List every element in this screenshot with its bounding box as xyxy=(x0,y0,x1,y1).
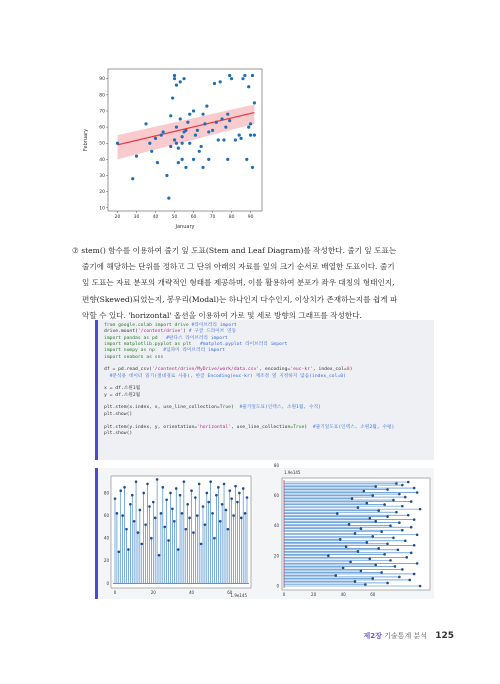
data-point xyxy=(173,138,176,141)
data-point xyxy=(219,80,222,83)
stem2-marker xyxy=(357,550,360,553)
data-point xyxy=(162,130,165,133)
stem2-marker xyxy=(351,497,354,500)
stem2-marker xyxy=(374,520,377,523)
stem1-marker xyxy=(154,517,157,520)
data-point xyxy=(230,77,233,80)
stem1-y-tick-label: 80 xyxy=(103,490,109,496)
y-tick-label: 70 xyxy=(99,109,105,115)
stem1-marker xyxy=(175,487,178,490)
stem2-marker xyxy=(392,499,395,502)
stem1-y-tick-label: 0 xyxy=(106,580,109,586)
stem1-marker xyxy=(121,514,124,517)
stem1-marker xyxy=(137,531,140,534)
stem2-marker xyxy=(410,500,413,503)
data-point xyxy=(192,158,195,161)
x-tick-label: 40 xyxy=(152,215,159,220)
stem1-marker xyxy=(211,512,214,515)
data-point xyxy=(131,177,134,180)
stem1-marker xyxy=(127,548,130,551)
stem1-marker xyxy=(119,489,122,492)
data-point xyxy=(200,145,203,148)
stem1-y-tick-label: 60 xyxy=(103,512,109,518)
stem1-marker xyxy=(163,526,166,529)
stem1-marker xyxy=(221,503,224,506)
stem2-marker xyxy=(357,506,360,509)
y-tick-label: 80 xyxy=(99,93,105,99)
stem2-marker xyxy=(380,571,383,574)
stem2-marker xyxy=(394,565,397,568)
data-point xyxy=(201,166,204,169)
data-point xyxy=(175,84,178,87)
stem2-marker xyxy=(413,544,416,547)
horizontal-stem-plot xyxy=(262,462,434,600)
data-point xyxy=(228,119,231,122)
data-point xyxy=(224,125,227,128)
stem2-marker xyxy=(366,502,369,505)
data-point xyxy=(188,142,191,145)
stem2-marker xyxy=(386,582,389,585)
stem1-marker xyxy=(223,483,226,486)
data-point xyxy=(179,80,182,83)
stem1-x-tick-label: 20 xyxy=(150,590,156,595)
stem2-marker xyxy=(408,579,411,582)
data-point xyxy=(222,138,225,141)
data-point xyxy=(253,101,256,104)
data-point xyxy=(251,166,254,169)
stem2-marker xyxy=(395,482,398,485)
data-point xyxy=(213,82,216,85)
stem2-marker xyxy=(360,527,363,530)
stem1-marker xyxy=(116,512,119,515)
x-tick-label: 60 xyxy=(190,215,197,220)
stem1-x-tick-label: 60 xyxy=(227,590,233,595)
stem2-marker xyxy=(410,526,413,529)
stem2-marker xyxy=(401,484,404,487)
stem2-marker xyxy=(389,524,392,527)
stem2-marker xyxy=(348,523,351,526)
stem1-marker xyxy=(228,489,231,492)
paragraph-line: 잎 도표는 자료 분포의 개략적인 형태를 제공하며, 이를 활용하여 분포가 좌우 대칭의 형태인지, xyxy=(82,278,395,288)
stem2-marker xyxy=(386,515,389,518)
stem1-scale-label: 1.9e145 xyxy=(230,593,247,598)
stem1-marker xyxy=(179,494,182,497)
stem2-marker xyxy=(327,555,330,558)
stem1-marker xyxy=(236,501,239,504)
x-tick-label: 80 xyxy=(228,215,235,220)
data-point xyxy=(226,113,229,116)
stem1-marker xyxy=(183,480,186,483)
stem2-marker xyxy=(380,530,383,533)
stem1-marker xyxy=(123,486,126,489)
data-point xyxy=(184,129,187,132)
data-point xyxy=(196,129,199,132)
stem2-marker xyxy=(405,556,408,559)
stem2-x-tick-label: 0 xyxy=(282,592,286,597)
y-tick-label: 90 xyxy=(99,77,105,83)
stem2-marker xyxy=(397,549,400,552)
stem1-marker xyxy=(186,503,189,506)
data-point xyxy=(177,146,180,149)
stem2-x-tick-label: 40 xyxy=(340,592,346,597)
code-text: from google.colab import drive #라이브러리 import drive.mount('/content/drive') # 구글 드라이브 연동 import pandas as pd #판다스 라이브러리 import import matplotlib.pyplot as plt #matplot.pyplot 라이브러리 import import numpy as np #넘파이 라이브러리 import import seaborn as sns df = pd.read_csv('/content/drive/MyDrive/work/data.csv', encoding='euc-kr', index_col=0) #분석용 데이터 읽기(절대경로 사용), 한글 Encoding(euc-kr) 재조정 열 지정하지 않음(index_col=0) x = df.소원1월 y = df.소원2월 plt.stem(x.index, x, use_line_collection=True) #줄기잎도표(인덱스, 소원1월, 수직) plt.show() plt.stem(y.index, y, orientation='horizontal', use_line_collection=True) #줄기잎도표(인덱스, 소원2월, 수평) plt.show() xyxy=(104,323,395,436)
stem2-marker xyxy=(404,539,407,542)
stem1-marker xyxy=(158,554,161,557)
stem1-marker xyxy=(225,509,228,512)
chapter-title: 기술통계 분석 xyxy=(384,632,427,640)
data-point xyxy=(175,125,178,128)
data-point xyxy=(169,114,172,117)
y-tick-label: 40 xyxy=(99,157,105,163)
stem1-marker xyxy=(232,514,235,517)
code-block xyxy=(95,320,434,460)
stem2-y-tick-label: 20 xyxy=(273,553,279,559)
data-point xyxy=(245,158,248,161)
data-point xyxy=(181,135,184,138)
stem2-marker xyxy=(416,533,419,536)
stem1-marker xyxy=(202,505,205,508)
data-point xyxy=(203,122,206,125)
stem1-marker xyxy=(242,487,245,490)
stem2-marker xyxy=(395,511,398,514)
data-point xyxy=(144,122,147,125)
stem2-marker xyxy=(371,494,374,497)
stem2-marker xyxy=(386,488,389,491)
stem2-marker xyxy=(392,536,395,539)
data-point xyxy=(181,158,184,161)
stem2-marker xyxy=(413,487,416,490)
stem2-marker xyxy=(407,514,410,517)
stem1-marker xyxy=(219,520,222,523)
stem1-marker xyxy=(118,550,121,553)
stem1-marker xyxy=(148,505,151,508)
stem1-marker xyxy=(167,539,170,542)
stem2-marker xyxy=(413,518,416,521)
data-point xyxy=(207,130,210,133)
data-point xyxy=(201,113,204,116)
stem1-marker xyxy=(162,486,165,489)
stem2-y-tick-label: 80 xyxy=(273,462,279,468)
y-axis-label: February xyxy=(83,128,89,152)
page-number: 125 xyxy=(435,631,454,641)
stem2-marker xyxy=(342,567,345,570)
stem1-marker xyxy=(238,492,241,495)
stem2-scale-label: 1.9e145 xyxy=(284,470,301,475)
paragraph-line: 악할 수 있다. 'horizontal' 옵션을 이용하여 가로 및 세로 방향의 그래프를 작성한다. xyxy=(82,310,362,320)
stem1-marker xyxy=(152,501,155,504)
data-point xyxy=(160,134,163,137)
x-axis-label: January xyxy=(175,224,195,230)
stem1-marker xyxy=(192,531,195,534)
stem1-marker xyxy=(181,512,184,515)
stem1-marker xyxy=(198,483,201,486)
data-point xyxy=(205,105,208,108)
stem1-marker xyxy=(196,514,199,517)
stem1-marker xyxy=(209,480,212,483)
stem1-marker xyxy=(200,543,203,546)
stem1-x-tick-label: 40 xyxy=(188,590,195,595)
data-point xyxy=(211,129,214,132)
data-point xyxy=(239,137,242,140)
stem2-marker xyxy=(401,529,404,532)
stem2-marker xyxy=(416,491,419,494)
stem2-y-tick-label: 60 xyxy=(273,492,279,498)
data-point xyxy=(198,150,201,153)
stem2-marker xyxy=(371,535,374,538)
stem1-x-tick-label: 0 xyxy=(113,590,117,595)
stem1-marker xyxy=(156,478,159,481)
stem2-marker xyxy=(371,577,374,580)
stem2-marker xyxy=(386,542,389,545)
data-point xyxy=(194,134,197,137)
stem1-marker xyxy=(125,528,128,531)
stem1-marker xyxy=(190,489,193,492)
vertical-stem-plot xyxy=(97,470,257,600)
x-tick-label: 70 xyxy=(209,215,216,220)
y-tick-label: 20 xyxy=(99,190,105,196)
data-point xyxy=(192,109,195,112)
data-point xyxy=(173,74,176,77)
stem1-marker xyxy=(234,485,237,488)
stem1-marker xyxy=(114,497,117,500)
stem2-marker xyxy=(419,585,422,588)
stem1-marker xyxy=(227,528,230,531)
stem1-marker xyxy=(246,496,249,499)
data-point xyxy=(217,138,220,141)
stem2-marker xyxy=(404,496,407,499)
stem2-marker xyxy=(401,505,404,508)
data-point xyxy=(253,134,256,137)
stem1-marker xyxy=(194,496,197,499)
stem1-marker xyxy=(217,486,220,489)
stem2-marker xyxy=(334,574,337,577)
stem2-marker xyxy=(364,583,367,586)
stem2-marker xyxy=(354,580,357,583)
stem1-marker xyxy=(150,537,153,540)
data-point xyxy=(249,122,252,125)
stem2-marker xyxy=(407,481,410,484)
data-point xyxy=(181,142,184,145)
x-tick-label: 50 xyxy=(171,215,178,220)
data-point xyxy=(186,121,189,124)
stem1-marker xyxy=(240,517,243,520)
stem2-marker xyxy=(363,490,366,493)
data-point xyxy=(135,155,138,158)
stem2-marker xyxy=(383,553,386,556)
page-footer xyxy=(364,631,454,641)
stem2-marker xyxy=(366,541,369,544)
stem1-marker xyxy=(177,548,180,551)
y-tick-label: 10 xyxy=(99,206,105,212)
stem1-marker xyxy=(144,523,147,526)
data-point xyxy=(175,142,178,145)
stem1-marker xyxy=(215,494,218,497)
stem1-marker xyxy=(140,543,143,546)
stem2-marker xyxy=(377,547,380,550)
stem1-marker xyxy=(139,509,142,512)
data-point xyxy=(167,196,170,199)
data-point xyxy=(173,77,176,80)
stem1-marker xyxy=(171,508,174,511)
stem2-marker xyxy=(377,509,380,512)
data-point xyxy=(215,121,218,124)
stem2-y-tick-label: 40 xyxy=(273,523,279,529)
data-point xyxy=(156,161,159,164)
stem2-marker xyxy=(410,552,413,555)
paragraph-line: ⑦ stem() 함수를 이용하여 줄기 잎 도표(Stem and Leaf Diagram)를 작성한다. 줄기 잎 도표는 xyxy=(72,246,397,255)
stem1-marker xyxy=(165,498,168,501)
stem2-marker xyxy=(401,568,404,571)
regression-plot xyxy=(76,65,266,235)
stem1-y-tick-label: 20 xyxy=(103,558,109,564)
stem2-marker xyxy=(398,521,401,524)
data-point xyxy=(148,142,151,145)
data-point xyxy=(251,74,254,77)
stem2-marker xyxy=(349,561,352,564)
stem2-marker xyxy=(383,503,386,506)
stem1-marker xyxy=(213,537,216,540)
y-tick-label: 50 xyxy=(99,141,105,147)
y-tick-label: 30 xyxy=(99,174,105,179)
data-point xyxy=(238,134,241,137)
data-point xyxy=(234,138,237,141)
stem2-x-tick-label: 60 xyxy=(370,592,376,597)
stem1-marker xyxy=(142,492,145,495)
stem2-marker xyxy=(398,576,401,579)
stem1-marker xyxy=(169,492,172,495)
stem2-marker xyxy=(374,564,377,567)
stem1-marker xyxy=(204,523,207,526)
stem2-marker xyxy=(368,517,371,520)
data-point xyxy=(220,117,223,120)
stem1-marker xyxy=(206,492,209,495)
chapter-label: 제2장 xyxy=(363,632,382,640)
stem2-marker xyxy=(398,493,401,496)
stem1-marker xyxy=(173,520,176,523)
data-point xyxy=(116,142,119,145)
stem2-marker xyxy=(413,573,416,576)
data-point xyxy=(184,166,187,169)
stem2-marker xyxy=(336,512,339,515)
data-point xyxy=(171,96,174,99)
stem1-marker xyxy=(129,503,132,506)
stem2-marker xyxy=(360,570,363,573)
stem1-y-tick-label: 40 xyxy=(103,535,109,541)
data-point xyxy=(177,161,180,164)
stem1-marker xyxy=(207,501,210,504)
stem1-marker xyxy=(230,497,233,500)
stem1-marker xyxy=(244,512,247,515)
data-point xyxy=(249,134,252,137)
data-point xyxy=(226,158,229,161)
data-point xyxy=(241,77,244,80)
x-tick-label: 90 xyxy=(247,215,254,220)
stem1-marker xyxy=(146,483,149,486)
data-point xyxy=(243,74,246,77)
stem2-x-tick-label: 20 xyxy=(311,592,317,597)
stem2-marker xyxy=(339,538,342,541)
data-point xyxy=(179,117,182,120)
data-point xyxy=(188,113,191,116)
stem2-marker xyxy=(368,558,371,561)
x-tick-label: 30 xyxy=(133,215,140,220)
body-paragraph xyxy=(72,243,432,324)
x-tick-label: 20 xyxy=(114,215,121,220)
data-point xyxy=(154,137,157,140)
stem2-y-tick-label: 0 xyxy=(276,583,279,589)
data-point xyxy=(150,150,153,153)
stem2-marker xyxy=(419,508,422,511)
stem2-marker xyxy=(345,546,348,549)
stem1-marker xyxy=(133,520,136,523)
data-point xyxy=(247,85,250,88)
stem1-marker xyxy=(131,494,134,497)
stem2-marker xyxy=(374,485,377,488)
stem2-marker xyxy=(354,532,357,535)
data-point xyxy=(247,125,250,128)
stem2-marker xyxy=(416,562,419,565)
stem2-marker xyxy=(389,559,392,562)
paragraph-line: 줄기에 해당하는 단위를 정하고 그 단위 아래의 자료를 잎의 크기 순서로 배열한 도표이다. 줄기 xyxy=(82,262,395,272)
y-tick-label: 60 xyxy=(99,125,105,131)
data-point xyxy=(207,158,210,161)
data-point xyxy=(182,77,185,80)
data-point xyxy=(228,74,231,77)
data-point xyxy=(169,145,172,148)
stem1-marker xyxy=(135,480,138,483)
data-point xyxy=(165,174,168,177)
stem1-marker xyxy=(184,528,187,531)
stem1-marker xyxy=(188,517,191,520)
stem1-marker xyxy=(160,512,163,515)
paragraph-line: 편향(Skewed)되었는지, 봉우리(Modal)는 하나인지 다수인지, 이상치가 존재하는지를 쉽게 파 xyxy=(82,294,398,304)
